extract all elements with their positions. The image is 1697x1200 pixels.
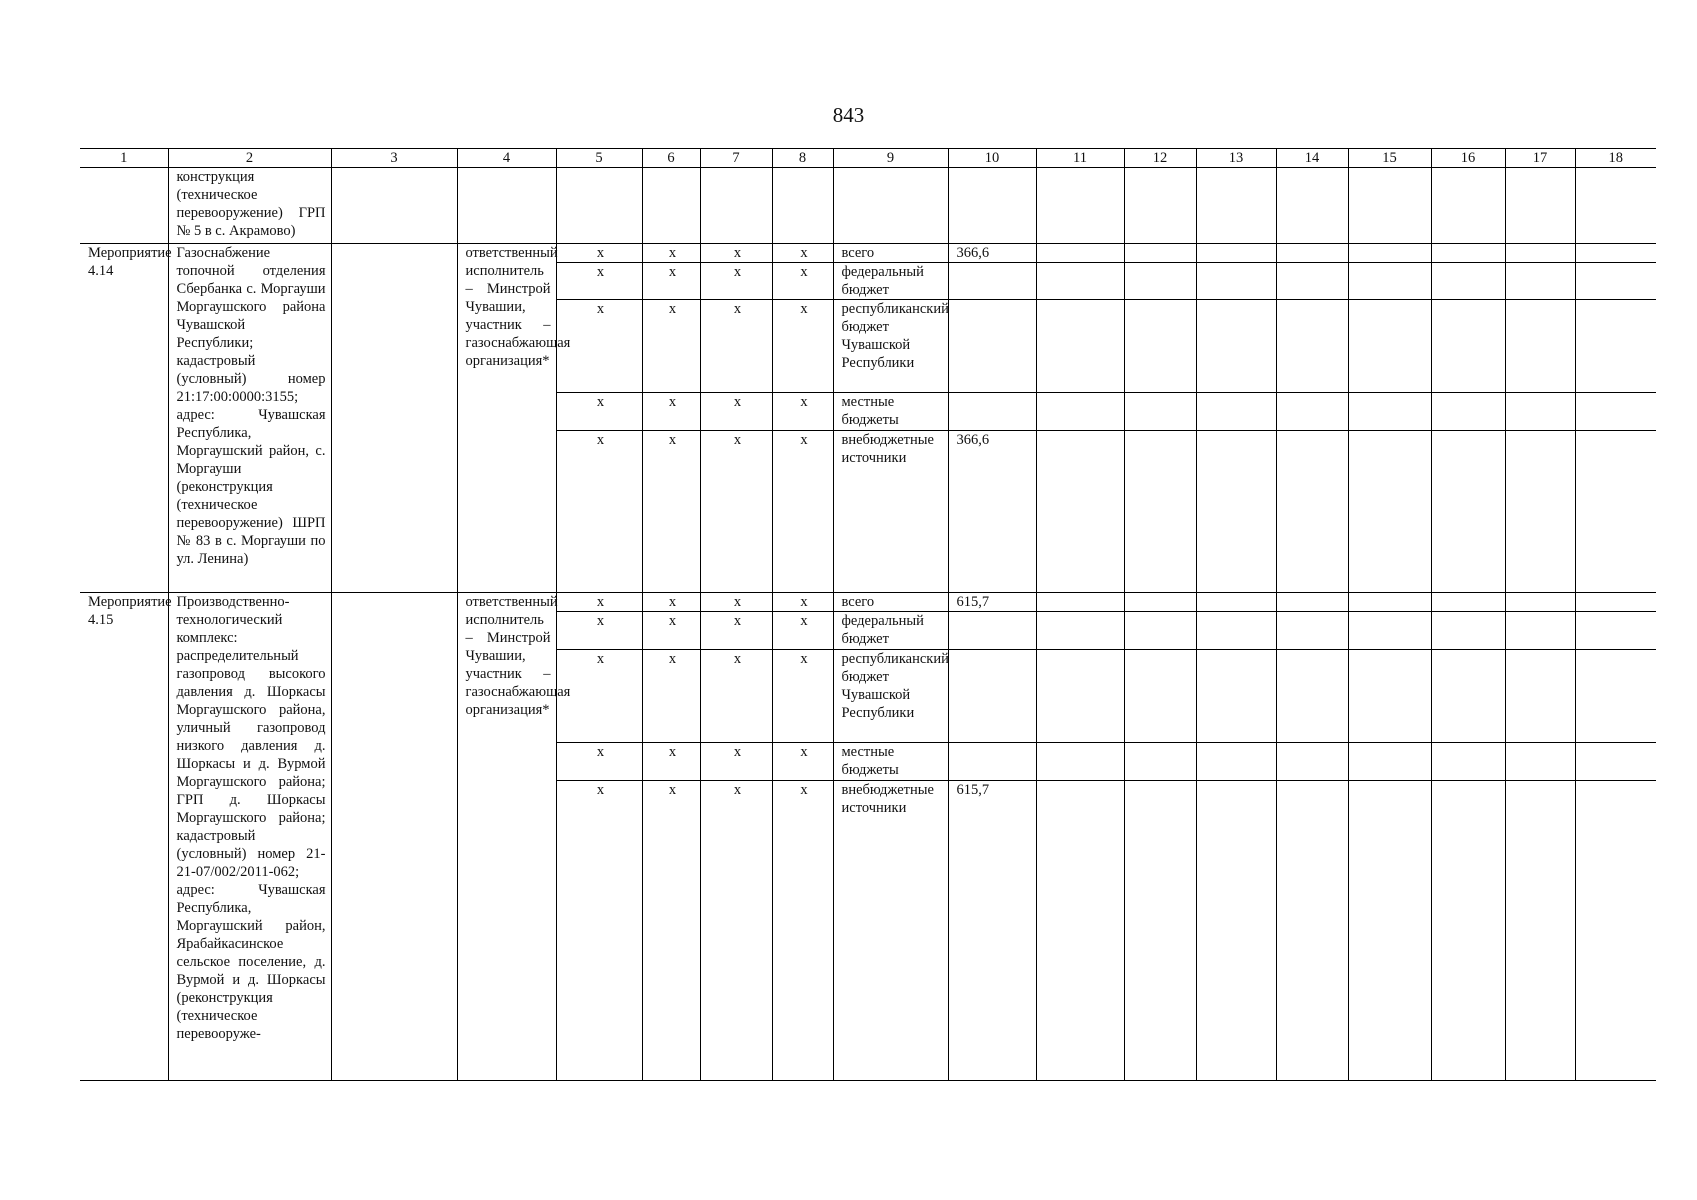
col-header: 6 [642,149,700,168]
value-cell: 366,6 [948,244,1036,263]
mark-cell: х [556,300,642,393]
mark-cell: х [556,431,642,593]
col-header: 2 [168,149,331,168]
mark-cell: х [556,593,642,612]
mark-cell: х [642,244,700,263]
mark-cell: х [700,263,772,300]
mark-cell: х [642,781,700,1081]
col-header: 14 [1276,149,1348,168]
measure-id: Мероприятие 4.15 [80,593,168,1081]
mark-cell: х [772,593,833,612]
col-header: 7 [700,149,772,168]
value-cell: 615,7 [948,593,1036,612]
mark-cell: х [642,650,700,743]
mark-cell: х [772,244,833,263]
fund-source: местные бюджеты [833,393,948,431]
mark-cell: х [642,393,700,431]
mark-cell: х [642,743,700,781]
mark-cell: х [700,244,772,263]
mark-cell: х [700,781,772,1081]
mark-cell: х [772,263,833,300]
mark-cell: х [772,612,833,650]
mark-cell: х [700,650,772,743]
col-header: 11 [1036,149,1124,168]
measure-description: Производственно-технологический комплекс: распределительный газопровод высокого давления д. Шоркасы Моргаушского района, уличный газопровод низкого давления д. Шоркасы и д. Вурмой Моргаушского района; ГРП д. Шоркасы Моргаушского района; кадастровый (условный) номер 21-21-07/002/2011-062; адрес: Чувашская Республика, Моргаушский район, Ярабайкасинское сельское поселение, д. Вурмой и д. Шоркасы (реконструкция (техническое перевооруже- [168,593,331,1081]
continued-description: конструкция (техническое перевооружение) ГРП № 5 в с. Акрамово) [168,168,331,244]
mark-cell: х [556,781,642,1081]
col-header: 17 [1505,149,1575,168]
mark-cell: х [642,431,700,593]
mark-cell: х [642,593,700,612]
fund-source: внебюджетные источники [833,781,948,1081]
col-header: 1 [80,149,168,168]
col-header: 10 [948,149,1036,168]
fund-source: всего [833,593,948,612]
fund-source: республиканский бюджет Чувашской Республики [833,300,948,393]
mark-cell: х [700,431,772,593]
mark-cell: х [556,244,642,263]
fund-source: местные бюджеты [833,743,948,781]
mark-cell: х [556,650,642,743]
col-header: 3 [331,149,457,168]
mark-cell: х [642,300,700,393]
continuation-row [80,168,1656,244]
mark-cell: х [642,263,700,300]
col-header: 12 [1124,149,1196,168]
table-row [80,593,1656,612]
mark-cell: х [772,781,833,1081]
mark-cell: х [556,743,642,781]
mark-cell: х [556,612,642,650]
col-header: 8 [772,149,833,168]
measure-description: Газоснабжение топочной отделения Сбербанка с. Моргауши Моргаушского района Чувашской Республики; кадастровый (условный) номер 21:17:00:0000:3155; адрес: Чувашская Республика, Моргаушский район, с. Моргауши (реконструкция (техническое перевооружение) ШРП № 83 в с. Моргауши по ул. Ленина) [168,244,331,593]
col-header: 18 [1575,149,1656,168]
col-header: 5 [556,149,642,168]
column-number-row [80,149,1656,168]
mark-cell: х [700,743,772,781]
page-number: 843 [832,103,865,127]
mark-cell: х [556,263,642,300]
measure-executor: ответственный исполнитель – Минстрой Чувашии, участник – газоснабжающая организация* [457,244,556,593]
fund-source: республиканский бюджет Чувашской Республики [833,650,948,743]
measure-id: Мероприятие 4.14 [80,244,168,593]
measure-executor: ответственный исполнитель – Минстрой Чувашии, участник – газоснабжающая организация* [457,593,556,1081]
col-header: 13 [1196,149,1276,168]
mark-cell: х [700,393,772,431]
col-header: 4 [457,149,556,168]
fund-source: всего [833,244,948,263]
mark-cell: х [772,743,833,781]
mark-cell: х [700,593,772,612]
col-header: 9 [833,149,948,168]
value-cell: 366,6 [948,431,1036,593]
mark-cell: х [772,300,833,393]
mark-cell: х [642,612,700,650]
mark-cell: х [700,300,772,393]
mark-cell: х [556,393,642,431]
col-header: 16 [1431,149,1505,168]
fund-source: федеральный бюджет [833,263,948,300]
mark-cell: х [700,612,772,650]
mark-cell: х [772,650,833,743]
col-header: 15 [1348,149,1431,168]
mark-cell: х [772,393,833,431]
budget-table [80,148,1656,1081]
value-cell: 615,7 [948,781,1036,1081]
mark-cell: х [772,431,833,593]
table-row [80,244,1656,263]
fund-source: внебюджетные источники [833,431,948,593]
fund-source: федеральный бюджет [833,612,948,650]
